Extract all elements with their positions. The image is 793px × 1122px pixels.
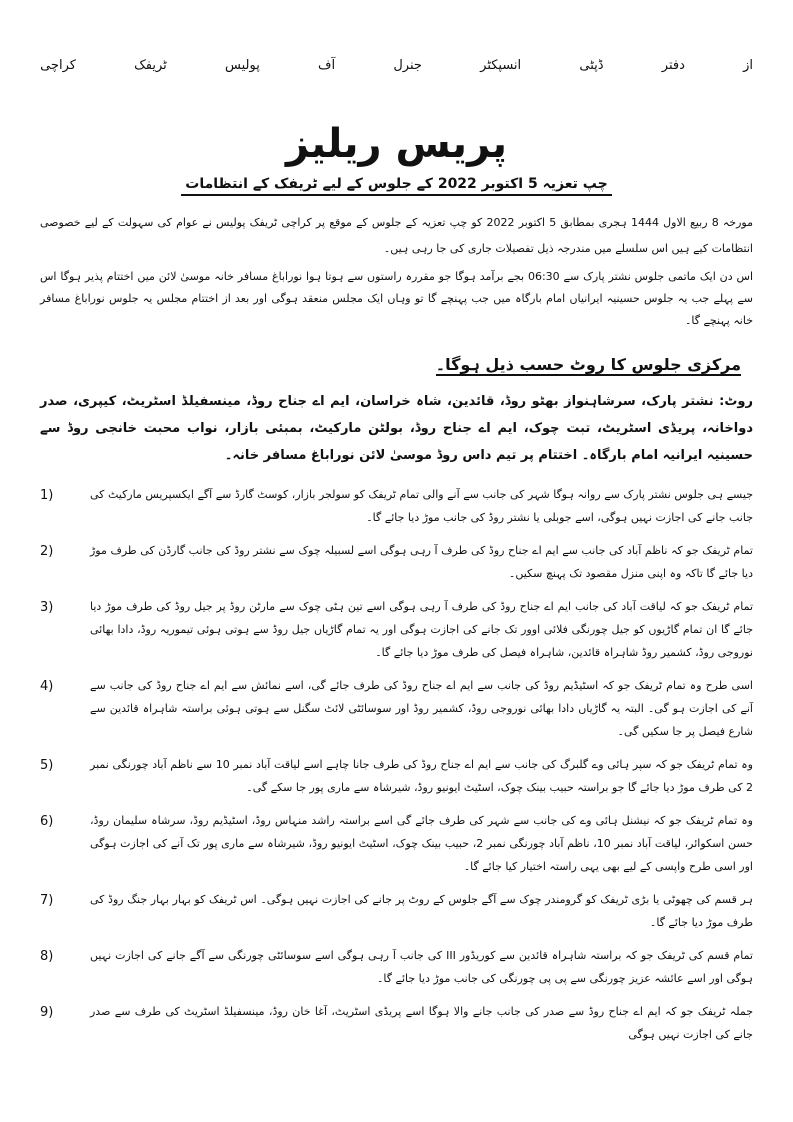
item-text: ہر قسم کی چھوٹی یا بڑی ٹریفک کو گرومندر چوک سے آگے جلوس کے روٹ پر جانے کی اجازت نہیں ہوگی۔ اس ٹریفک کو بہار بہار جنگ روڈ کی طرف موڑ دیا جائے گا۔ <box>90 893 753 929</box>
list-item <box>40 589 753 664</box>
item-number: 3) <box>40 600 54 615</box>
item-number: 6) <box>40 814 54 829</box>
letterhead-word: ڈپٹی <box>579 57 604 73</box>
list-item <box>40 668 753 743</box>
list-item <box>40 994 753 1046</box>
route-description: روٹ: نشتر پارک، سرشاہنواز بھٹو روڈ، قائدین، شاہ خراسان، ایم اے جناح روڈ، مینسفیلڈ اسٹریٹ، کیپری، صدر دواخانہ، پریڈی اسٹریٹ، تبت چوک، ایم اے جناح روڈ، بولٹن مارکیٹ، بمبئی بازار، نواب محبت خانجی روڈ سے حسینیہ ایرانیہ امام بارگاہ۔ اختتام پر تیم داس روڈ موسیٰ لائن نوراباغ مسافر خانہ۔ <box>40 394 753 463</box>
item-text: وہ تمام ٹریفک جو کہ نیشنل ہائی وے کی جانب سے شہر کی طرف جائے گی اسے براستہ راشد منہاس روڈ، اسٹیڈیم روڈ، سرشاہ سلیمان روڈ، حسن اسکوائر، لیاقت آباد نمبر 10، ناظم آباد چورنگی نمبر 2، حبیب بینک چوک، اسٹیٹ ایونیو روڈ، شیرشاہ سے ماری پور تک آنے کی اجازت ہوگی اور اسی طرح واپسی کے لیے بھی یہی راستہ اختیار کیا جائے گا۔ <box>90 814 753 873</box>
instructions-list <box>40 477 753 1046</box>
item-text: جملہ ٹریفک جو کہ ایم اے جناح روڈ سے صدر کی جانب جانے والا ہوگا اسے پریڈی اسٹریٹ، آغا خان روڈ، مینسفیلڈ اسٹریٹ کی طرف سے صدر جانے کی اجازت نہیں ہوگی <box>90 1005 753 1041</box>
letterhead-word: جنرل <box>393 57 422 73</box>
list-item <box>40 533 753 585</box>
item-text: تمام ٹریفک جو کہ ناظم آباد کی جانب سے ایم اے جناح روڈ کی طرف آ رہی ہوگی اسے لسبیلہ چوک سے نشتر روڈ کی جانب گارڈن کی طرف موڑ دیا جائے گا تاکہ وہ اپنی منزل مقصود تک پہنچ سکیں۔ <box>90 544 753 580</box>
item-text: جیسے ہی جلوس نشتر پارک سے روانہ ہوگا شہر کی جانب سے آنے والی تمام ٹریفک کو سولجر بازار، کوسٹ گارڈ سے آگے ایکسپریس مارکیٹ کی جانب جانے کی اجازت نہیں ہوگی، اسے جوبلی یا نشتر روڈ کی جانب موڑ دیا جائے گا۔ <box>90 488 753 524</box>
letterhead-word: آف <box>318 57 336 73</box>
letterhead-line <box>40 54 753 76</box>
item-text: وہ تمام ٹریفک جو کہ سپر ہائی وے گلبرگ کی جانب سے ایم اے جناح روڈ کی طرف جانا چاہے اسے لیاقت آباد نمبر 10 سے ناظم آباد چورنگی نمبر 2 کی طرف موڑ دیا جائے گا جو براستہ حبیب بینک چوک، اسٹیٹ ایونیو روڈ، شیرشاہ سے ماری پور جا سکے گی۔ <box>90 758 753 794</box>
procession-paragraph: اس دن ایک ماتمی جلوس نشتر پارک سے 06:30 بجے برآمد ہوگا جو مقررہ راستوں سے ہوتا ہوا نوراباغ مسافر خانہ موسیٰ لائن میں اختتام پذیر ہوگا اس سے پہلے جب یہ جلوس حسینیہ ایرانیاں امام بارگاہ میں جب پہنچے گا تو وہاں ایک مجلس منعقد ہوگی اور بعد از اختتام مجلس یہ جلوس نوراباغ مسافر خانہ پہنچے گا۔ <box>40 270 754 327</box>
intro-paragraph: مورخہ 8 ربیع الاول 1444 ہجری بمطابق 5 اکتوبر 2022 کو چپ تعزیہ کے جلوس کے موقع پر کراچی ٹریفک پولیس نے عوام کی سہولت کے لیے خصوصی انتظامات کیے ہیں اس سلسلے میں مندرجہ ذیل تفصیلات جاری کی جا رہی ہیں۔ <box>40 216 753 255</box>
item-number: 7) <box>40 893 54 908</box>
page-subtitle <box>40 176 753 192</box>
subtitle-text: چپ تعزیہ 5 اکتوبر 2022 کے جلوس کے لیے ٹریفک کے انتظامات <box>181 176 611 196</box>
letterhead-word: انسپکٹر <box>480 57 522 73</box>
press-release-page <box>40 54 753 1046</box>
route-heading-text: مرکزی جلوس کا روٹ حسب ذیل ہوگا۔ <box>435 355 741 374</box>
item-number: 2) <box>40 544 54 559</box>
item-number: 4) <box>40 679 54 694</box>
list-item <box>40 803 753 878</box>
item-number: 8) <box>40 949 54 964</box>
item-number: 9) <box>40 1005 54 1020</box>
list-item <box>40 477 753 529</box>
route-heading <box>40 350 753 380</box>
letterhead-word: ٹریفک <box>134 57 167 73</box>
letterhead-word: کراچی <box>40 57 76 73</box>
item-text: تمام ٹریفک جو کہ لیاقت آباد کی جانب ایم اے جناح روڈ کی طرف آ رہی ہوگی اسے تین ہٹی چوک سے مارٹن روڈ پر جیل روڈ کی طرف موڑ دیا جائے گا ان تمام گاڑیوں کو جیل چورنگی فلائی اوور تک جانے کی اجازت ہوگی اور یہ تمام گاڑیاں جیل روڈ سے ہوتی ہوئی تیموریہ روڈ، دادا بھائی نوروجی روڈ، کشمیر روڈ شاہراہ قائدین، شاہراہ فیصل کی طرف موڑ دیا جائے گا۔ <box>90 600 753 659</box>
item-number: 1) <box>40 488 54 503</box>
item-number: 5) <box>40 758 54 773</box>
letterhead-word: دفتر <box>661 57 685 73</box>
list-item <box>40 747 753 799</box>
letterhead-word: از <box>743 57 753 73</box>
item-text: اسی طرح وہ تمام ٹریفک جو کہ اسٹیڈیم روڈ کی جانب سے ایم اے جناح روڈ کی طرف جائے گی، اسے نمائش سے ایم اے جناح روڈ کی جانب سے آنے کی اجازت ہو گی۔ البتہ یہ گاڑیاں دادا بھائی نوروجی روڈ، کشمیر روڈ اور سوسائٹی لائٹ سگنل سے ہوتی ہوئی براستہ شاہراہ قائدین سے شارع فیصل پر جا سکیں گی۔ <box>90 679 753 738</box>
item-text: تمام قسم کی ٹریفک جو کہ براستہ شاہراہ قائدین سے کوریڈور III کی جانب آ رہی ہوگی اسے سوسائٹی چورنگی سے آگے جانے کی اجازت نہیں ہوگی اور اسے عائشہ عزیز چورنگی سے پی پی چورنگی کی جانب موڑ دیا جائے گا۔ <box>90 949 753 985</box>
list-item <box>40 882 753 934</box>
list-item <box>40 938 753 990</box>
letterhead-word: پولیس <box>225 57 260 73</box>
page-title: پریس ریلیز <box>286 121 507 167</box>
